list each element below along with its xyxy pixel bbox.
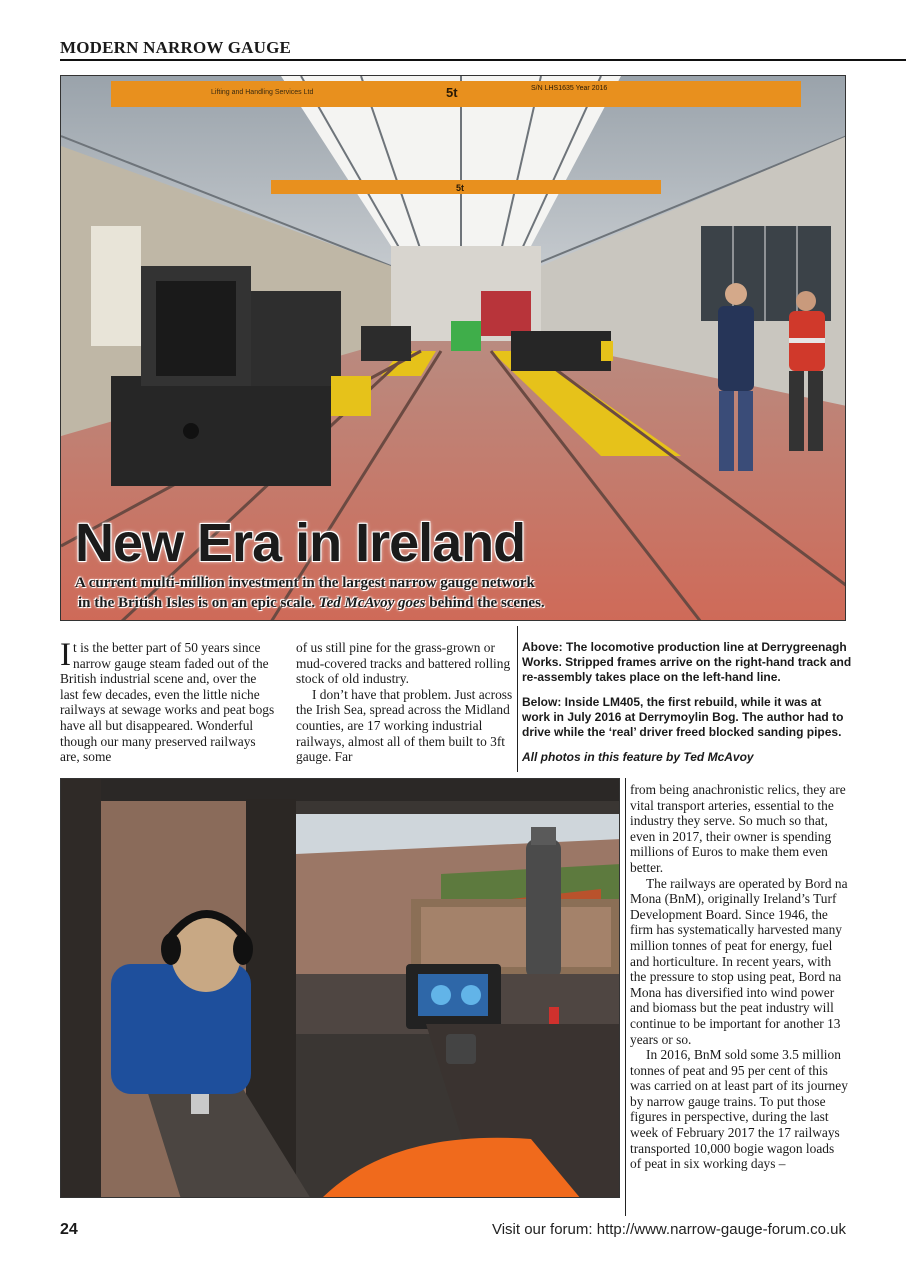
loco-frame-left	[111, 376, 331, 486]
body-paragraph: I don’t have that problem. Just across the Irish Sea, spread across the Midland counties, are 17 working industrial railways, almost all of them built to 3ft gauge. Far	[296, 686, 513, 765]
body-column-3	[630, 782, 848, 1172]
green-stand	[451, 321, 481, 351]
drop-cap: I	[60, 637, 71, 673]
body-column-2	[296, 640, 514, 765]
crane-plate-text: Lifting and Handling Services Ltd	[211, 89, 314, 96]
col1-text: t is the better part of 50 years since narrow gauge steam faded out of the British industrial scene and, over the last few decades, even the little niche railways at sewage works and peat bogs have all but disappeared. Wonderful though our many preserved railways are, some	[60, 640, 275, 765]
body-paragraph: In 2016, BnM sold some 3.5 million tonnes of peat and 95 per cent of this was carried on at least part of its journey by narrow gauge trains. To put those figures in perspective, during the last week of February 2017 the 17 railways transported 10,000 bogie wagon loads of peat in six working days –	[630, 1047, 848, 1172]
body-paragraph: of us still pine for the grass-grown or mud-covered tracks and battered rolling stock of old industry.	[296, 640, 511, 687]
photo-captions	[522, 640, 852, 775]
column-rule	[625, 778, 626, 1216]
standfirst-line2-end: behind the scenes.	[425, 595, 545, 611]
header-rule	[60, 59, 906, 61]
caption-below: Below: Inside LM405, the first rebuild, while it was at work in July 2016 at Derrymoylin Bog. The author had to drive while the ‘real’ driver freed blocked sanding pipes.	[522, 695, 844, 739]
standfirst	[75, 573, 675, 613]
standfirst-line2-start: in the British Isles is on an epic scale.	[78, 595, 319, 611]
caption-above: Above: The locomotive production line at Derrygreenagh Works. Stripped frames arrive on the right-hand track and re-assembly takes place on the left-hand line.	[522, 640, 852, 684]
loco-frame-right	[511, 331, 611, 371]
standfirst-line1: A current multi-million investment in the largest narrow gauge network	[75, 575, 535, 591]
section-header: MODERN NARROW GAUGE	[60, 38, 292, 57]
body-paragraph	[60, 637, 276, 765]
cab-photo-illustration	[61, 779, 620, 1198]
page-number: 24	[60, 1221, 78, 1238]
body-paragraph: The railways are operated by Bord na Mona (BnM), originally Ireland’s Turf Development Board. Since 1946, the firm has systematically harvested many million tonnes of peat for energy, fuel and horticulture. In recent years, with the pressure to stop using peat, Bord na Mona has diversified into wind power and biomass but the peat industry will continue to be important for another 13 years or so.	[630, 875, 848, 1047]
exhaust-stack	[526, 839, 561, 979]
body-column-1	[60, 637, 276, 765]
standfirst-line2	[75, 593, 675, 613]
rear-crane	[271, 180, 661, 194]
column-rule	[517, 626, 518, 772]
rear-crane-capacity-label: 5t	[456, 183, 465, 193]
crane-serial-text: S/N LHS1635 Year 2016	[531, 85, 608, 92]
body-paragraph: from being anachronistic relics, they are vital transport arteries, essential to the industry they serve. So much so that, even in 2017, their owner is spending millions of Euros to make them even better.	[630, 782, 846, 875]
cab-photo	[60, 778, 620, 1198]
forum-link[interactable]: Visit our forum: http://www.narrow-gauge-forum.co.uk	[491, 1221, 846, 1238]
red-door	[481, 291, 531, 336]
photo-credit: All photos in this feature by Ted McAvoy	[522, 750, 754, 764]
article-title: New Era in Ireland	[75, 513, 526, 573]
crane-capacity-label: 5t	[446, 85, 458, 100]
standfirst-author: Ted McAvoy goes	[318, 595, 426, 611]
